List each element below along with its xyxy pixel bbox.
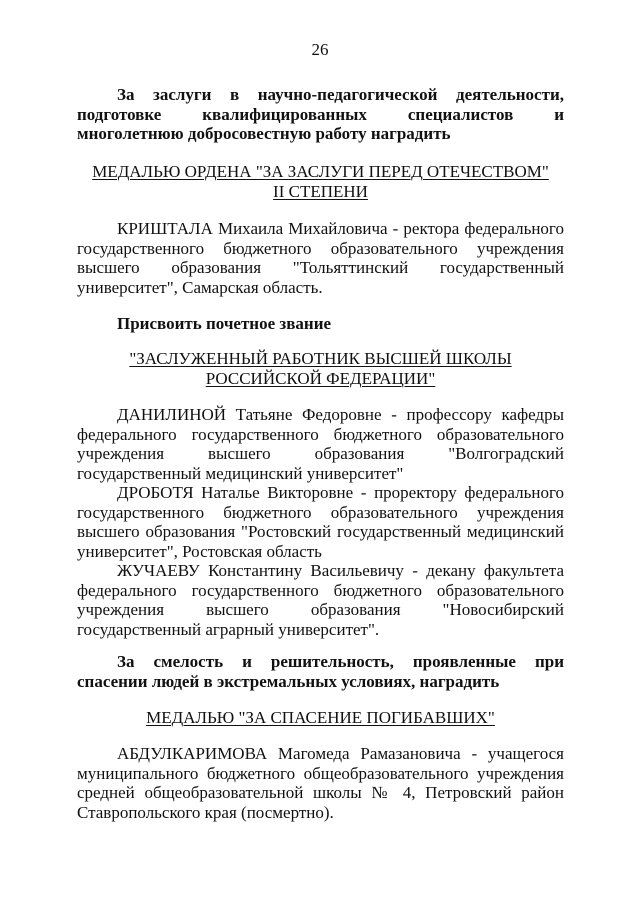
award-entry: ДАНИЛИНОЙ Татьяне Федоровне - профессору кафедры федерального государственного бюджетного образовательного учреждения высшего образования "Волгоградский государственный медицинский университет"	[77, 405, 564, 483]
section1-heading: За заслуги в научно-педагогической деятельности, подготовке квалифицированных специалистов и многолетнюю добросовестную работу наградить	[77, 85, 564, 143]
page-number: 26	[311, 40, 329, 59]
section1-entry	[77, 219, 564, 297]
section2-heading: Присвоить почетное звание	[117, 314, 332, 333]
medal-title-line-1: МЕДАЛЬЮ ОРДЕНА "ЗА ЗАСЛУГИ ПЕРЕД ОТЕЧЕСТВОМ"	[92, 162, 549, 181]
section3-entry	[77, 744, 564, 822]
medal-title-line-1: МЕДАЛЬЮ "ЗА СПАСЕНИЕ ПОГИБАВШИХ"	[146, 708, 495, 727]
section2-honorary-title	[77, 349, 564, 388]
section1-medal-title	[77, 162, 564, 201]
medal-title-line-2: II СТЕПЕНИ	[273, 181, 368, 201]
section3-medal-title	[77, 708, 564, 728]
section3-heading: За смелость и решительность, проявленные при спасении людей в экстремальных условиях, наградить	[77, 652, 564, 691]
award-entry: АБДУЛКАРИМОВА Магомеда Рамазановича - учащегося муниципального бюджетного общеобразовательного учреждения средней общеобразовательной школы № 4, Петровский район Ставропольского края (посмертно).	[77, 744, 564, 822]
honorary-title-line-2: РОССИЙСКОЙ ФЕДЕРАЦИИ"	[205, 368, 436, 388]
award-entry: КРИШТАЛА Михаила Михайловича - ректора федерального государственного бюджетного образовательного учреждения высшего образования "Тольяттинский государственный университет", Самарская область.	[77, 219, 564, 297]
award-entry: ЖУЧАЕВУ Константину Васильевичу - декану факультета федерального государственного бюджетного образовательного учреждения высшего образования "Новосибирский государственный аграрный университет".	[77, 561, 564, 639]
honorary-title-line-1: "ЗАСЛУЖЕННЫЙ РАБОТНИК ВЫСШЕЙ ШКОЛЫ	[129, 349, 512, 368]
award-entry: ДРОБОТЯ Наталье Викторовне - проректору федерального государственного бюджетного образовательного учреждения высшего образования "Ростовский государственный медицинский университет", Ростовская область	[77, 483, 564, 561]
section2-entries	[77, 405, 564, 639]
